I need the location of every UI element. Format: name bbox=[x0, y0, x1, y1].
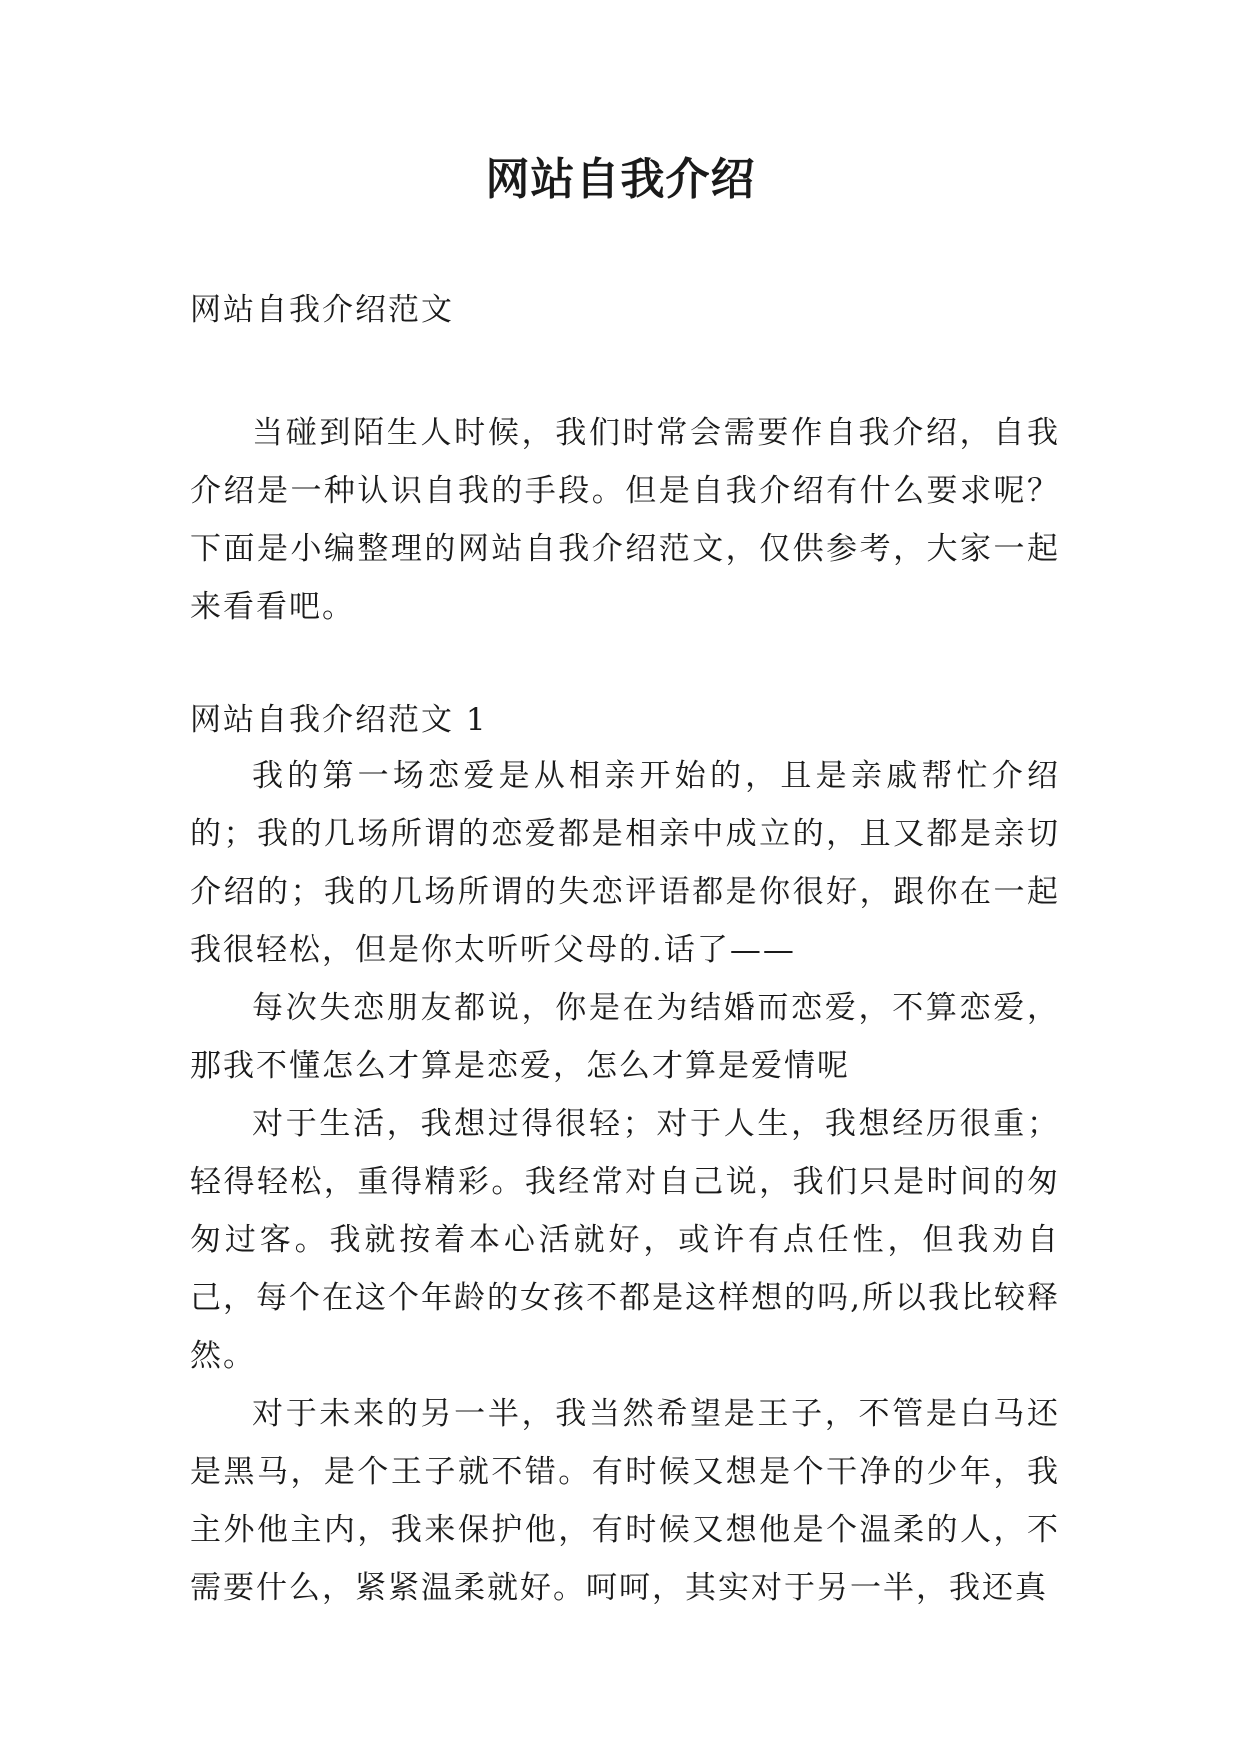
document-title: 网站自我介绍 bbox=[485, 154, 756, 205]
body-paragraph: 对于生活，我想过得很轻；对于人生，我想经历很重；轻得轻松，重得精彩。我经常对自己说，我们只是时间的匆匆过客。我就按着本心活就好，或许有点任性，但我劝自己，每个在这个年龄的女孩不都是这样想的吗,所以我比较释然。 bbox=[190, 1106, 1060, 1374]
intro-paragraph: 当碰到陌生人时候，我们时常会需要作自我介绍，自我介绍是一种认识自我的手段。但是自我介绍有什么要求呢？下面是小编整理的网站自我介绍范文，仅供参考，大家一起来看看吧。 bbox=[190, 415, 1060, 625]
section-body bbox=[190, 747, 1060, 1617]
section-heading: 网站自我介绍范文 1 bbox=[190, 702, 488, 738]
document-subtitle: 网站自我介绍范文 bbox=[190, 292, 454, 328]
body-paragraph: 我的第一场恋爱是从相亲开始的，且是亲戚帮忙介绍的；我的几场所谓的恋爱都是相亲中成立的，且又都是亲切介绍的；我的几场所谓的失恋评语都是你很好，跟你在一起我很轻松，但是你太听听父母的.话了—— bbox=[190, 758, 1060, 968]
body-paragraph: 每次失恋朋友都说，你是在为结婚而恋爱，不算恋爱，那我不懂怎么才算是恋爱，怎么才算是爱情呢 bbox=[190, 990, 1060, 1084]
body-paragraph: 对于未来的另一半，我当然希望是王子，不管是白马还是黑马，是个王子就不错。有时候又想是个干净的少年，我主外他主内，我来保护他，有时候又想他是个温柔的人，不需要什么，紧紧温柔就好。呵呵，其实对于另一半，我还真 bbox=[190, 1396, 1060, 1606]
